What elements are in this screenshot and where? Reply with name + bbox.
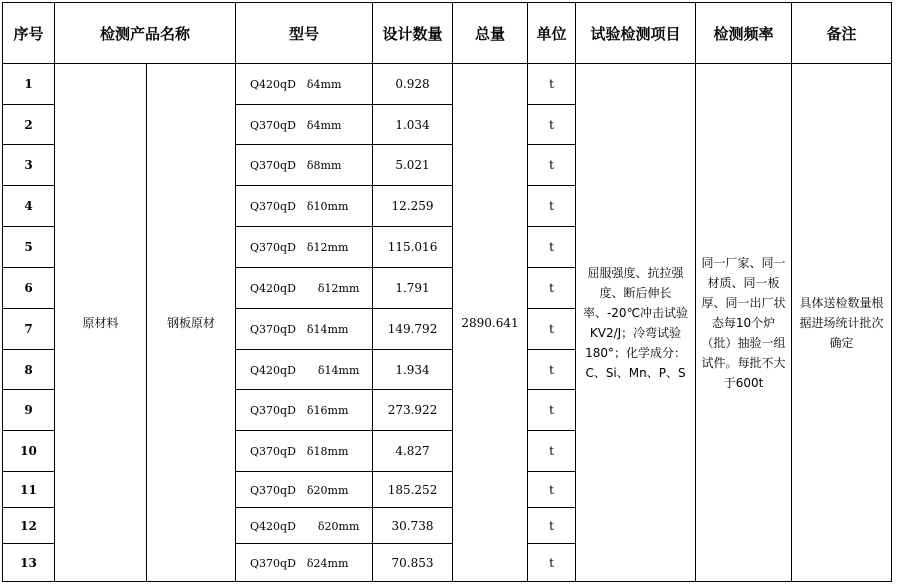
model-cell: Q420qD δ14mm (236, 350, 373, 390)
unit-cell: t (528, 544, 576, 582)
model-cell: Q420qD δ4mm (236, 64, 373, 105)
model-cell: Q370qD δ10mm (236, 186, 373, 227)
unit-cell: t (528, 350, 576, 390)
row-number: 13 (3, 544, 55, 582)
row-number: 8 (3, 350, 55, 390)
unit-cell: t (528, 390, 576, 431)
unit-cell: t (528, 186, 576, 227)
unit-cell: t (528, 105, 576, 145)
unit-cell: t (528, 227, 576, 268)
row-number: 6 (3, 268, 55, 309)
unit-cell: t (528, 309, 576, 350)
header-seq: 序号 (3, 3, 55, 64)
design-qty-cell: 273.922 (373, 390, 453, 431)
model-cell: Q370qD δ14mm (236, 309, 373, 350)
model-cell: Q370qD δ20mm (236, 472, 373, 508)
unit-cell: t (528, 508, 576, 544)
header-total: 总量 (453, 3, 528, 64)
row-number: 11 (3, 472, 55, 508)
model-cell: Q420qD δ12mm (236, 268, 373, 309)
model-cell: Q370qD δ8mm (236, 145, 373, 186)
design-qty-cell: 185.252 (373, 472, 453, 508)
design-qty-cell: 1.934 (373, 350, 453, 390)
model-cell: Q370qD δ4mm (236, 105, 373, 145)
test-freq-cell: 同一厂家、同一材质、同一板厚、同一出厂状态每10个炉（批）抽验一组试件。每批不大于600t (696, 64, 792, 582)
model-cell: Q370qD δ16mm (236, 390, 373, 431)
row-number: 4 (3, 186, 55, 227)
row-number: 12 (3, 508, 55, 544)
table-body (3, 64, 892, 582)
remarks-cell: 具体送检数量根据进场统计批次确定 (792, 64, 892, 582)
table-row (3, 64, 892, 105)
test-items-cell: 屈服强度、抗拉强度、断后伸长率、-20℃冲击试验KV2/J；冷弯试验180°；化学成分：C、Si、Mn、P、S (576, 64, 696, 582)
row-number: 7 (3, 309, 55, 350)
unit-cell: t (528, 472, 576, 508)
header-unit: 单位 (528, 3, 576, 64)
row-number: 10 (3, 431, 55, 472)
model-cell: Q370qD δ18mm (236, 431, 373, 472)
header-product: 检测产品名称 (55, 3, 236, 64)
header-remarks: 备注 (792, 3, 892, 64)
unit-cell: t (528, 268, 576, 309)
inspection-table (2, 2, 892, 582)
model-cell: Q370qD δ24mm (236, 544, 373, 582)
model-cell: Q420qD δ20mm (236, 508, 373, 544)
model-cell: Q370qD δ12mm (236, 227, 373, 268)
row-number: 5 (3, 227, 55, 268)
design-qty-cell: 115.016 (373, 227, 453, 268)
header-test-items: 试验检测项目 (576, 3, 696, 64)
design-qty-cell: 1.034 (373, 105, 453, 145)
total-cell: 2890.641 (453, 64, 528, 582)
design-qty-cell: 12.259 (373, 186, 453, 227)
row-number: 3 (3, 145, 55, 186)
design-qty-cell: 4.827 (373, 431, 453, 472)
design-qty-cell: 0.928 (373, 64, 453, 105)
design-qty-cell: 70.853 (373, 544, 453, 582)
unit-cell: t (528, 145, 576, 186)
design-qty-cell: 30.738 (373, 508, 453, 544)
row-number: 2 (3, 105, 55, 145)
design-qty-cell: 1.791 (373, 268, 453, 309)
row-number: 1 (3, 64, 55, 105)
design-qty-cell: 149.792 (373, 309, 453, 350)
unit-cell: t (528, 64, 576, 105)
header-test-freq: 检测频率 (696, 3, 792, 64)
header-design-qty: 设计数量 (373, 3, 453, 64)
row-number: 9 (3, 390, 55, 431)
unit-cell: t (528, 431, 576, 472)
header-model: 型号 (236, 3, 373, 64)
design-qty-cell: 5.021 (373, 145, 453, 186)
product-name-cell: 钢板原材 (147, 64, 236, 582)
category-cell: 原材料 (55, 64, 147, 582)
header-row (3, 3, 892, 64)
